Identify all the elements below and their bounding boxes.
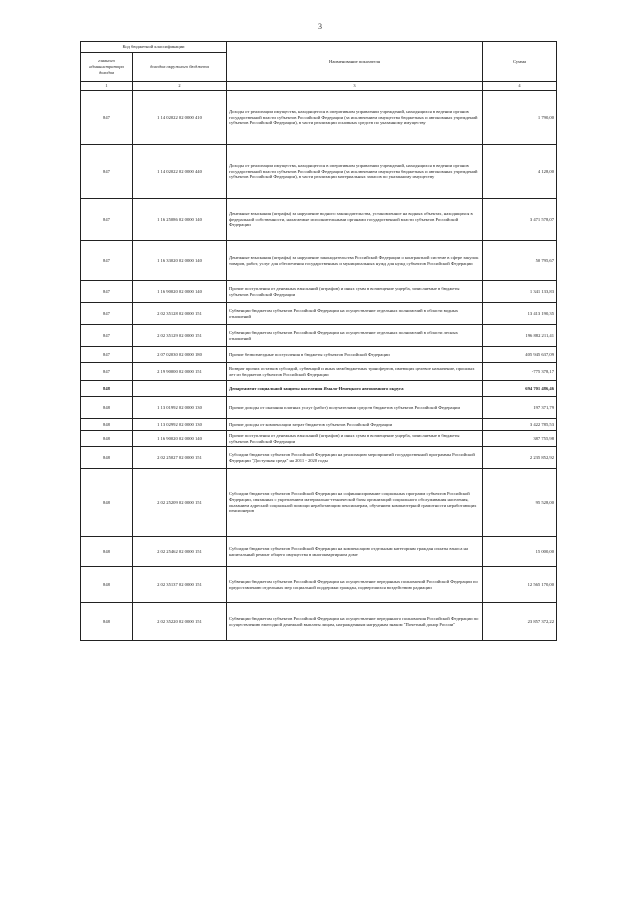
income-code-cell: 2 02 35220 02 0000 151 <box>133 603 227 641</box>
indicator-name-cell: Денежные взыскания (штрафы) за нарушение водного законодательства, установленное на водных объектах, находящихся в федеральной собственности, налагаемые исполнительными органами государственной власти субъектов Российской Федерации <box>227 199 483 241</box>
page-number: 3 <box>318 22 322 31</box>
admin-code-cell: 847 <box>81 325 133 347</box>
income-code-header: доходов окружного бюджета <box>133 53 227 82</box>
income-code-cell: 2 02 35129 02 0000 151 <box>133 325 227 347</box>
sum-cell: 387 755,98 <box>483 431 557 447</box>
table-row <box>81 241 557 281</box>
indicator-name-cell: Субсидии бюджетам субъектов Российской Федерации на софинансирование социальных программ субъектов Российской Федерации, связанных с укреплением материально-технической базы организаций социального обслуживания населения, оказанием адресной социальной помощи неработающим пенсионерам, обучением компьютерной грамотности неработающих пенсионеров <box>227 469 483 537</box>
indicator-name-cell: Департамент социальной защиты населения Ямало-Ненецкого автономного округа <box>227 381 483 397</box>
indicator-name-cell: Денежные взыскания (штрафы) за нарушение законодательства Российской Федерации о контрактной системе в сфере закупок товаров, работ, услуг для обеспечения государственных и муниципальных нужд для нужд субъектов Российской Федерации <box>227 241 483 281</box>
table-row <box>81 603 557 641</box>
column-number: 4 <box>483 82 557 91</box>
table-row <box>81 419 557 431</box>
sum-cell: 50 795,67 <box>483 241 557 281</box>
income-code-cell: 2 07 02030 02 0000 180 <box>133 347 227 363</box>
sum-cell: 4 128,00 <box>483 145 557 199</box>
indicator-name-cell: Прочие безвозмездные поступления в бюджеты субъектов Российской Федерации <box>227 347 483 363</box>
admin-code-cell: 848 <box>81 431 133 447</box>
sum-cell: 196 882 211,41 <box>483 325 557 347</box>
indicator-name-cell: Прочие поступления от денежных взысканий (штрафов) и иных сумм в возмещение ущерба, зачисляемые в бюджеты субъектов Российской Федерации <box>227 431 483 447</box>
admin-code-cell: 848 <box>81 537 133 567</box>
indicator-name-cell: Доходы от реализации имущества, находящегося в оперативном управлении учреждений, находящихся в ведении органов государственной власти субъектов Российской Федерации (за исключением имущества бюджетных и автономных учреждений субъектов Российской Федерации), в части реализации основных средств по указанному имуществу <box>227 91 483 145</box>
budget-table <box>80 41 557 641</box>
table-row <box>81 199 557 241</box>
sum-cell: 694 701 486,46 <box>483 381 557 397</box>
income-code-cell: 2 02 35137 02 0000 151 <box>133 567 227 603</box>
indicator-name-cell: Возврат прочих остатков субсидий, субвенций и иных межбюджетных трансфертов, имеющих целевое назначение, прошлых лет из бюджетов субъектов Российской Федерации <box>227 363 483 381</box>
indicator-name-cell: Субвенции бюджетам субъектов Российской Федерации на осуществление переданного полномочия Российской Федерации по осуществлению ежегодной денежной выплаты лицам, награжденным нагрудным знаком "Почетный донор России" <box>227 603 483 641</box>
income-code-cell: 1 16 33020 02 0000 140 <box>133 241 227 281</box>
admin-code-cell: 847 <box>81 199 133 241</box>
classification-code-header: Код бюджетной классификации <box>81 42 227 53</box>
admin-code-header: главного администратора доходов <box>81 53 133 82</box>
indicator-name-cell: Субвенции бюджетам субъектов Российской Федерации на осуществление отдельных полномочий в области водных отношений <box>227 303 483 325</box>
admin-code-cell: 847 <box>81 281 133 303</box>
table-row <box>81 537 557 567</box>
admin-code-cell: 847 <box>81 145 133 199</box>
table-row <box>81 447 557 469</box>
sum-cell: 2 235 852,92 <box>483 447 557 469</box>
sum-cell: 95 528,00 <box>483 469 557 537</box>
indicator-name-cell: Субвенции бюджетам субъектов Российской Федерации на осуществление отдельных полномочий в области лесных отношений <box>227 325 483 347</box>
sum-cell: 3 422 785,53 <box>483 419 557 431</box>
income-code-cell: 1 16 90020 02 0000 140 <box>133 431 227 447</box>
indicator-name-cell: Субвенции бюджетам субъектов Российской Федерации на осуществление переданных полномочий Российской Федерации по предоставлению отдельных мер социальной поддержки граждан, подвергшихся воздействию радиации <box>227 567 483 603</box>
admin-code-cell: 848 <box>81 381 133 397</box>
income-code-cell: 2 02 25209 02 0000 151 <box>133 469 227 537</box>
sum-cell: 13 413 190,35 <box>483 303 557 325</box>
column-number: 3 <box>227 82 483 91</box>
indicator-name-cell: Прочие доходы от оказания платных услуг (работ) получателями средств бюджетов субъектов Российской Федерации <box>227 397 483 419</box>
column-number: 1 <box>81 82 133 91</box>
table-row <box>81 303 557 325</box>
department-row <box>81 381 557 397</box>
indicator-name-cell: Субсидии бюджетам субъектов Российской Федерации на реализацию мероприятий государственной программы Российской Федерации "Доступная среда" на 2011 - 2020 годы <box>227 447 483 469</box>
admin-code-cell: 848 <box>81 469 133 537</box>
sum-cell: 3 471 578,07 <box>483 199 557 241</box>
income-code-cell: 2 02 25027 02 0000 151 <box>133 447 227 469</box>
table-row <box>81 347 557 363</box>
sum-cell: 12 565 170,00 <box>483 567 557 603</box>
table-row <box>81 567 557 603</box>
income-code-cell: 2 02 35128 02 0000 151 <box>133 303 227 325</box>
income-code-cell: 1 13 01992 02 0000 130 <box>133 397 227 419</box>
indicator-name-cell: Субсидии бюджетам субъектов Российской Федерации на компенсацию отдельным категориям граждан оплаты взноса на капитальный ремонт общего имущества в многоквартирном доме <box>227 537 483 567</box>
sum-cell: 23 857 372,22 <box>483 603 557 641</box>
table-row <box>81 91 557 145</box>
admin-code-cell: 848 <box>81 603 133 641</box>
admin-code-cell: 847 <box>81 303 133 325</box>
admin-code-cell: 848 <box>81 397 133 419</box>
indicator-name-cell: Доходы от реализации имущества, находящегося в оперативном управлении учреждений, находящихся в ведении органов государственной власти субъектов Российской Федерации (за исключением имущества бюджетных и автономных учреждений субъектов Российской Федерации), в части реализации материальных запасов по указанному имуществу <box>227 145 483 199</box>
table-row <box>81 469 557 537</box>
admin-code-cell: 847 <box>81 347 133 363</box>
admin-code-cell: 848 <box>81 447 133 469</box>
income-code-cell: 1 16 25086 02 0000 140 <box>133 199 227 241</box>
sum-cell: 1 341 133,83 <box>483 281 557 303</box>
admin-code-cell: 847 <box>81 91 133 145</box>
sum-cell: -775 378,17 <box>483 363 557 381</box>
income-code-cell: 1 13 02992 02 0000 130 <box>133 419 227 431</box>
admin-code-cell: 847 <box>81 241 133 281</box>
income-code-cell: 2 02 25462 02 0000 151 <box>133 537 227 567</box>
sum-cell: 15 000,00 <box>483 537 557 567</box>
table-row <box>81 431 557 447</box>
income-code-cell: 1 14 02022 02 0000 410 <box>133 91 227 145</box>
sum-cell: 1 790,00 <box>483 91 557 145</box>
income-code-cell <box>133 381 227 397</box>
admin-code-cell: 847 <box>81 363 133 381</box>
table-row <box>81 397 557 419</box>
table-row <box>81 145 557 199</box>
sum-cell: 197 371,79 <box>483 397 557 419</box>
table-row <box>81 363 557 381</box>
indicator-name-header: Наименование показателя <box>227 42 483 82</box>
income-code-cell: 1 14 02022 02 0000 440 <box>133 145 227 199</box>
sum-cell: 405 945 637,09 <box>483 347 557 363</box>
indicator-name-cell: Прочие поступления от денежных взысканий (штрафов) и иных сумм в возмещение ущерба, зачисляемые в бюджеты субъектов Российской Федерации <box>227 281 483 303</box>
income-code-cell: 1 16 90020 02 0000 140 <box>133 281 227 303</box>
table-row <box>81 325 557 347</box>
table-row <box>81 281 557 303</box>
admin-code-cell: 848 <box>81 567 133 603</box>
admin-code-cell: 848 <box>81 419 133 431</box>
indicator-name-cell: Прочие доходы от компенсации затрат бюджетов субъектов Российской Федерации <box>227 419 483 431</box>
sum-header: Сумма <box>483 42 557 82</box>
income-code-cell: 2 19 90000 02 0000 151 <box>133 363 227 381</box>
column-number: 2 <box>133 82 227 91</box>
